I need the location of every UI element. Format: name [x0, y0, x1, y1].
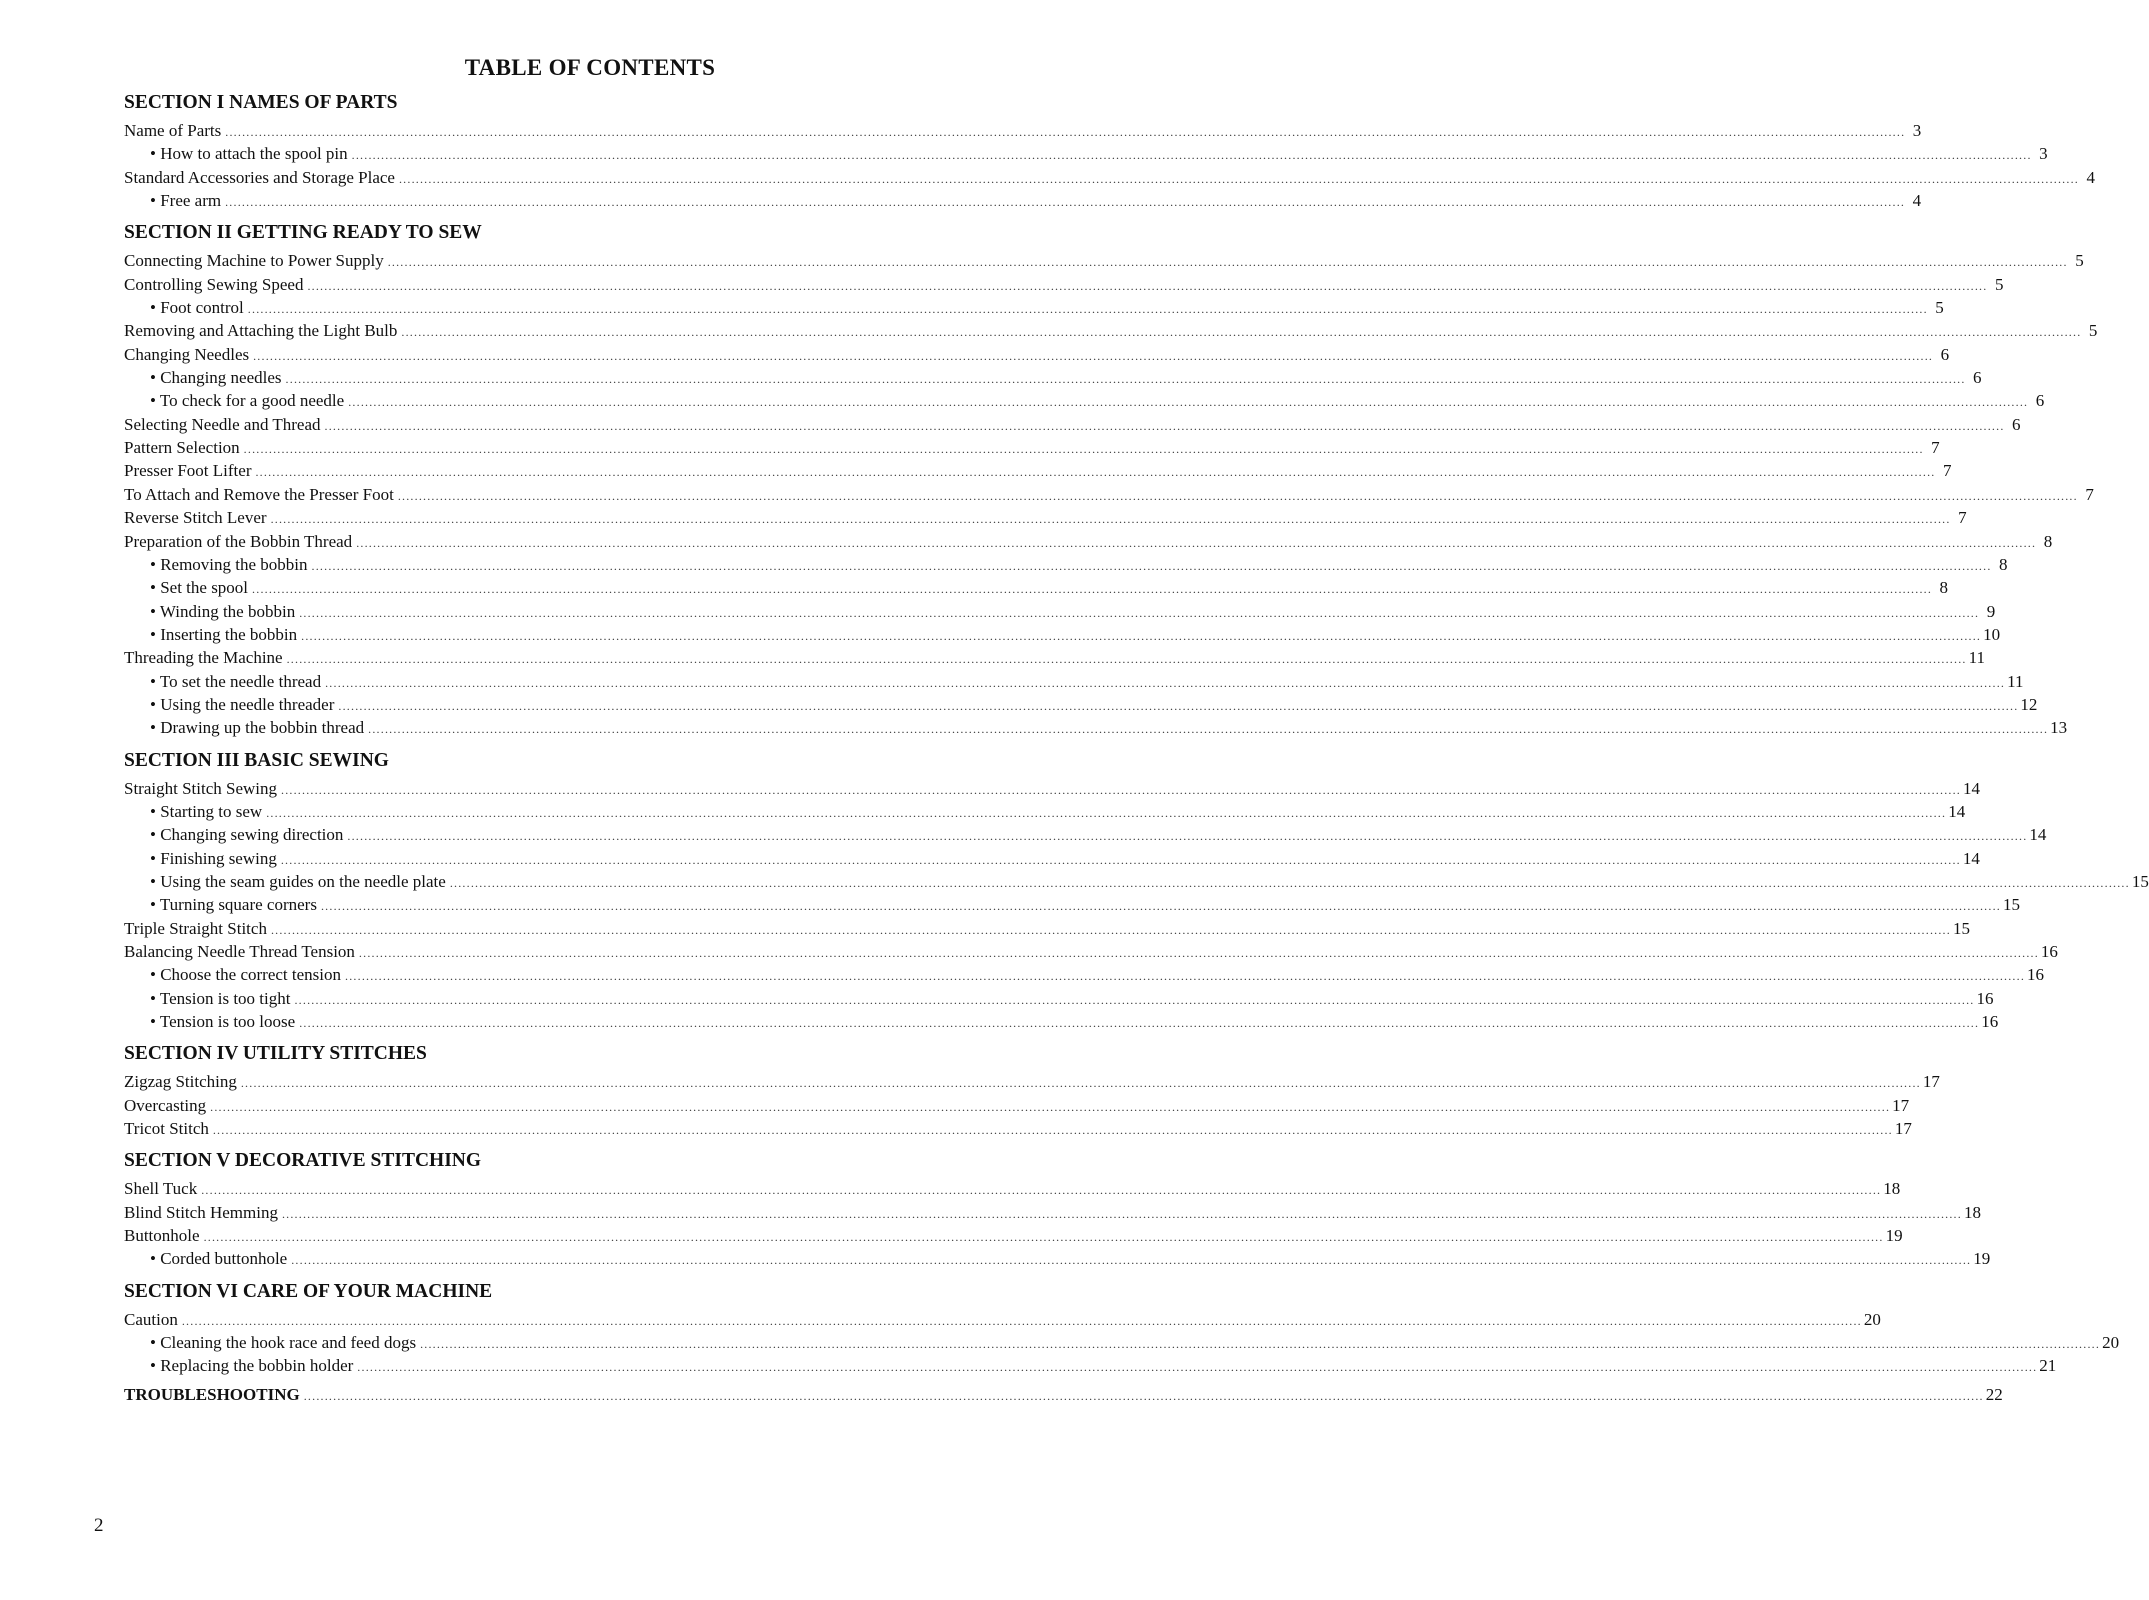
toc-subentry [124, 800, 1966, 823]
toc-subentry [124, 963, 2045, 986]
entry-title: Shell Tuck [124, 1179, 198, 1199]
entry-title: • Starting to sew [150, 801, 263, 821]
toc-subentry [124, 553, 2008, 576]
entry-page-number: 21 [2039, 1356, 2057, 1376]
toc-subentry [124, 893, 2020, 916]
dot-leader: ................................................................................................................................................................................................................................................................................................................................................................................................................ [345, 969, 2026, 984]
entry-page-number: 6 [1940, 344, 1950, 364]
entry-title: Straight Stitch Sewing [124, 778, 277, 798]
entry-page-number: 3 [2039, 144, 2048, 164]
toc-entry [124, 483, 2094, 506]
toc-entry [124, 119, 1922, 142]
dot-leader: ................................................................................................................................................................................................................................................................................................................................................................................................................ [285, 372, 1966, 387]
dot-leader: ................................................................................................................................................................................................................................................................................................................................................................................................................ [358, 946, 2039, 960]
entry-page-number: 9 [1986, 601, 1996, 621]
entry-page-number: 4 [2086, 167, 2095, 187]
entry-page-number: 7 [1942, 461, 1952, 481]
entry-page-number: 5 [1994, 274, 2004, 294]
toc-subentry [124, 142, 2048, 165]
dot-leader: ................................................................................................................................................................................................................................................................................................................................................................................................................ [398, 171, 2079, 186]
entry-title: • To check for a good needle [150, 391, 345, 411]
section-heading: SECTION I NAMES OF PARTS [124, 92, 398, 113]
toc-subentry [124, 189, 1922, 212]
toc-entry [124, 249, 2084, 272]
entry-page-number: 20 [2102, 1333, 2120, 1353]
toc-subentry [124, 1354, 2057, 1377]
dot-leader: ................................................................................................................................................................................................................................................................................................................................................................................................................ [210, 1099, 1891, 1114]
table-of-contents [124, 90, 2149, 1406]
toc-subentry [124, 1247, 1991, 1270]
toc-subentry [124, 623, 2001, 646]
entry-page-number: 6 [2035, 391, 2045, 411]
entry-title: • Using the needle threader [150, 694, 335, 714]
entry-title: Controlling Sewing Speed [124, 274, 304, 294]
entry-page-number: 22 [1985, 1384, 2003, 1404]
dot-leader: ................................................................................................................................................................................................................................................................................................................................................................................................................ [449, 875, 2130, 890]
entry-title: TROUBLESHOOTING [124, 1384, 300, 1404]
dot-leader: ................................................................................................................................................................................................................................................................................................................................................................................................................ [325, 675, 2006, 690]
toc-entry [124, 436, 1940, 459]
entry-title: Changing Needles [124, 344, 250, 364]
entry-page-number: 13 [2050, 718, 2068, 738]
dot-leader: ................................................................................................................................................................................................................................................................................................................................................................................................................ [348, 395, 2029, 410]
entry-page-number: 15 [2131, 871, 2149, 891]
dot-leader: ................................................................................................................................................................................................................................................................................................................................................................................................................ [311, 558, 1992, 573]
dot-leader: ................................................................................................................................................................................................................................................................................................................................................................................................................ [225, 195, 1906, 210]
dot-leader: ................................................................................................................................................................................................................................................................................................................................................................................................................ [181, 1313, 1862, 1328]
entry-page-number: 4 [1912, 191, 1922, 211]
entry-page-number: 16 [1976, 988, 1994, 1008]
dot-leader: ................................................................................................................................................................................................................................................................................................................................................................................................................ [338, 698, 2019, 713]
dot-leader: ................................................................................................................................................................................................................................................................................................................................................................................................................ [291, 1253, 1972, 1268]
dot-leader: ................................................................................................................................................................................................................................................................................................................................................................................................................ [356, 535, 2037, 550]
dot-leader: ................................................................................................................................................................................................................................................................................................................................................................................................................ [281, 1206, 1962, 1221]
toc-subentry [124, 1010, 1999, 1033]
dot-leader: ................................................................................................................................................................................................................................................................................................................................................................................................................ [225, 125, 1906, 139]
dot-leader: ................................................................................................................................................................................................................................................................................................................................................................................................................ [299, 605, 1980, 620]
entry-title: • Using the seam guides on the needle plate [150, 871, 446, 891]
entry-page-number: 17 [1922, 1072, 1940, 1092]
entry-title: Connecting Machine to Power Supply [124, 251, 384, 271]
entry-title: Blind Stitch Hemming [124, 1202, 278, 1222]
dot-leader: ................................................................................................................................................................................................................................................................................................................................................................................................................ [387, 255, 2068, 270]
dot-leader: ................................................................................................................................................................................................................................................................................................................................................................................................................ [320, 899, 2001, 914]
entry-title: • Removing the bobbin [150, 554, 308, 574]
entry-page-number: 7 [1958, 508, 1967, 528]
entry-page-number: 14 [1948, 801, 1966, 821]
entry-title: • How to attach the spool pin [150, 144, 348, 164]
entry-title: Standard Accessories and Storage Place [124, 167, 395, 187]
entry-page-number: 19 [1885, 1226, 1903, 1246]
entry-page-number: 8 [1939, 578, 1949, 598]
dot-leader: ................................................................................................................................................................................................................................................................................................................................................................................................................ [253, 348, 1934, 363]
entry-title: Overcasting [124, 1095, 207, 1115]
entry-title: • Winding the bobbin [150, 601, 296, 621]
entry-title: • Tension is too loose [150, 1012, 296, 1032]
entry-title: • Turning square corners [150, 895, 317, 915]
entry-page-number: 5 [2075, 251, 2084, 271]
entry-title: • Free arm [150, 191, 222, 211]
section-heading: SECTION II GETTING READY TO SEW [124, 222, 482, 244]
entry-page-number: 11 [2007, 671, 2024, 691]
dot-leader: ................................................................................................................................................................................................................................................................................................................................................................................................................ [301, 628, 1982, 643]
toc-subentry [124, 716, 2068, 739]
entry-page-number: 14 [1963, 778, 1980, 798]
entry-page-number: 8 [1999, 554, 2008, 574]
dot-leader: ................................................................................................................................................................................................................................................................................................................................................................................................................ [203, 1230, 1884, 1245]
toc-subentry [124, 847, 1980, 870]
dot-leader: ................................................................................................................................................................................................................................................................................................................................................................................................................ [270, 512, 1951, 527]
toc-subentry [124, 296, 1944, 319]
toc-entry [124, 1117, 1912, 1140]
dot-leader: ................................................................................................................................................................................................................................................................................................................................................................................................................ [280, 852, 1961, 867]
toc-entry [124, 319, 2098, 342]
entry-page-number: 19 [1973, 1249, 1991, 1269]
entry-title: Balancing Needle Thread Tension [124, 942, 355, 961]
entry-title: Pattern Selection [124, 438, 240, 458]
toc-entry [124, 166, 2095, 189]
dot-leader: ................................................................................................................................................................................................................................................................................................................................................................................................................ [420, 1337, 2101, 1352]
dot-leader: ................................................................................................................................................................................................................................................................................................................................................................................................................ [281, 782, 1961, 797]
section-heading: SECTION IV UTILITY STITCHES [124, 1043, 427, 1065]
entry-page-number: 15 [2002, 895, 2020, 915]
dot-leader: ................................................................................................................................................................................................................................................................................................................................................................................................................ [243, 442, 1924, 457]
entry-page-number: 20 [1863, 1309, 1881, 1329]
dot-leader: ................................................................................................................................................................................................................................................................................................................................................................................................................ [255, 465, 1936, 480]
toc-entry [124, 1224, 1903, 1247]
toc-entry [124, 530, 2053, 553]
entry-title: Tricot Stitch [124, 1119, 209, 1139]
toc-entry [124, 1094, 1910, 1117]
toc-subentry [124, 576, 1949, 599]
toc-entry [124, 1070, 1940, 1093]
dot-leader: ................................................................................................................................................................................................................................................................................................................................................................................................................ [307, 278, 1988, 293]
entry-page-number: 5 [1935, 298, 1944, 318]
dot-leader: ................................................................................................................................................................................................................................................................................................................................................................................................................ [201, 1183, 1882, 1198]
dot-leader: ................................................................................................................................................................................................................................................................................................................................................................................................................ [294, 992, 1975, 1007]
dot-leader: ................................................................................................................................................................................................................................................................................................................................................................................................................ [270, 922, 1951, 937]
entry-page-number: 10 [1983, 624, 2001, 644]
entry-page-number: 16 [2040, 942, 2058, 961]
toc-entry [124, 413, 2021, 436]
toc-entry [124, 459, 1952, 482]
entry-page-number: 16 [2027, 965, 2045, 985]
entry-page-number: 14 [1962, 848, 1980, 868]
entry-title: • Changing needles [150, 368, 282, 388]
entry-title: • Set the spool [150, 578, 249, 598]
dot-leader: ................................................................................................................................................................................................................................................................................................................................................................................................................ [299, 1016, 1980, 1031]
entry-page-number: 3 [1912, 121, 1922, 140]
entry-page-number: 8 [2043, 531, 2053, 551]
toc-subentry [124, 693, 2038, 716]
entry-title: Zigzag Stitching [124, 1072, 237, 1092]
dot-leader: ................................................................................................................................................................................................................................................................................................................................................................................................................ [303, 1388, 1984, 1403]
dot-leader: ................................................................................................................................................................................................................................................................................................................................................................................................................ [351, 148, 2032, 163]
toc-subentry [124, 870, 2149, 893]
entry-page-number: 5 [2088, 321, 2098, 341]
entry-page-number: 6 [2012, 414, 2021, 434]
entry-page-number: 14 [2029, 825, 2047, 845]
dot-leader: ................................................................................................................................................................................................................................................................................................................................................................................................................ [324, 418, 2005, 433]
entry-title: • Changing sewing direction [150, 825, 344, 845]
entry-page-number: 15 [1952, 918, 1970, 938]
entry-page-number: 12 [2020, 694, 2038, 714]
entry-title: • To set the needle thread [150, 671, 322, 691]
toc-entry [124, 940, 2058, 963]
toc-subentry [124, 600, 1996, 623]
dot-leader: ................................................................................................................................................................................................................................................................................................................................................................................................................ [401, 325, 2082, 340]
toc-entry [124, 506, 1967, 529]
entry-page-number: 7 [1931, 438, 1940, 458]
entry-page-number: 6 [1973, 368, 1982, 388]
dot-leader: ................................................................................................................................................................................................................................................................................................................................................................................................................ [357, 1360, 2038, 1375]
toc-subentry [124, 987, 1994, 1010]
entry-title: • Drawing up the bobbin thread [150, 718, 365, 738]
dot-leader: ................................................................................................................................................................................................................................................................................................................................................................................................................ [368, 722, 2049, 737]
toc-entry [124, 273, 2004, 296]
toc-entry [124, 1308, 1881, 1331]
entry-title: To Attach and Remove the Presser Foot [124, 484, 394, 504]
toc-entry [124, 917, 1970, 940]
toc-subentry [124, 823, 2047, 846]
entry-title: • Tension is too tight [150, 988, 291, 1008]
entry-title: • Corded buttonhole [150, 1249, 288, 1269]
entry-title: Caution [124, 1309, 178, 1329]
entry-title: Threading the Machine [124, 648, 283, 668]
page-number: 2 [94, 1515, 104, 1536]
dot-leader: ................................................................................................................................................................................................................................................................................................................................................................................................................ [347, 829, 2028, 844]
toc-subentry [124, 670, 2024, 693]
toc-entry [124, 646, 1985, 669]
entry-title: • Cleaning the hook race and feed dogs [150, 1333, 417, 1353]
entry-title: Preparation of the Bobbin Thread [124, 531, 353, 551]
entry-page-number: 16 [1981, 1012, 1999, 1032]
entry-title: Selecting Needle and Thread [124, 414, 321, 434]
toc-entry [124, 1201, 1981, 1224]
dot-leader: ................................................................................................................................................................................................................................................................................................................................................................................................................ [240, 1076, 1921, 1091]
entry-title: Triple Straight Stitch [124, 918, 267, 938]
dot-leader: ................................................................................................................................................................................................................................................................................................................................................................................................................ [212, 1123, 1893, 1138]
toc-subentry [124, 1331, 2120, 1354]
dot-leader: ................................................................................................................................................................................................................................................................................................................................................................................................................ [247, 302, 1928, 317]
toc-subentry [124, 366, 1982, 389]
entry-page-number: 17 [1894, 1119, 1912, 1139]
entry-title: • Foot control [150, 298, 244, 318]
entry-page-number: 7 [2085, 484, 2094, 504]
dot-leader: ................................................................................................................................................................................................................................................................................................................................................................................................................ [397, 488, 2078, 503]
toc-entry [124, 1177, 1901, 1200]
entry-title: Name of Parts [124, 121, 222, 140]
entry-page-number: 11 [1968, 648, 1985, 668]
page-title: TABLE OF CONTENTS [464, 55, 716, 80]
dot-leader: ................................................................................................................................................................................................................................................................................................................................................................................................................ [286, 652, 1967, 667]
entry-title: • Choose the correct tension [150, 965, 342, 985]
section-heading: SECTION VI CARE OF YOUR MACHINE [124, 1280, 493, 1302]
dot-leader: ................................................................................................................................................................................................................................................................................................................................................................................................................ [252, 582, 1933, 597]
toc-entry [124, 777, 1980, 800]
section-heading: SECTION III BASIC SEWING [124, 749, 389, 771]
toc-entry [124, 343, 1950, 366]
entry-title: Removing and Attaching the Light Bulb [124, 321, 398, 341]
entry-page-number: 18 [1963, 1202, 1981, 1222]
entry-title: Reverse Stitch Lever [124, 508, 267, 528]
entry-title: • Finishing sewing [150, 848, 277, 868]
toc-subentry [124, 389, 2045, 412]
entry-title: Buttonhole [124, 1226, 200, 1246]
entry-title: Presser Foot Lifter [124, 461, 252, 481]
entry-title: • Replacing the bobbin holder [150, 1356, 354, 1376]
section-heading: SECTION V DECORATIVE STITCHING [124, 1150, 482, 1172]
entry-title: • Inserting the bobbin [150, 624, 298, 644]
troubleshooting-entry [124, 1383, 2003, 1406]
entry-page-number: 18 [1883, 1179, 1901, 1199]
entry-page-number: 17 [1892, 1095, 1910, 1115]
dot-leader: ................................................................................................................................................................................................................................................................................................................................................................................................................ [266, 805, 1947, 820]
